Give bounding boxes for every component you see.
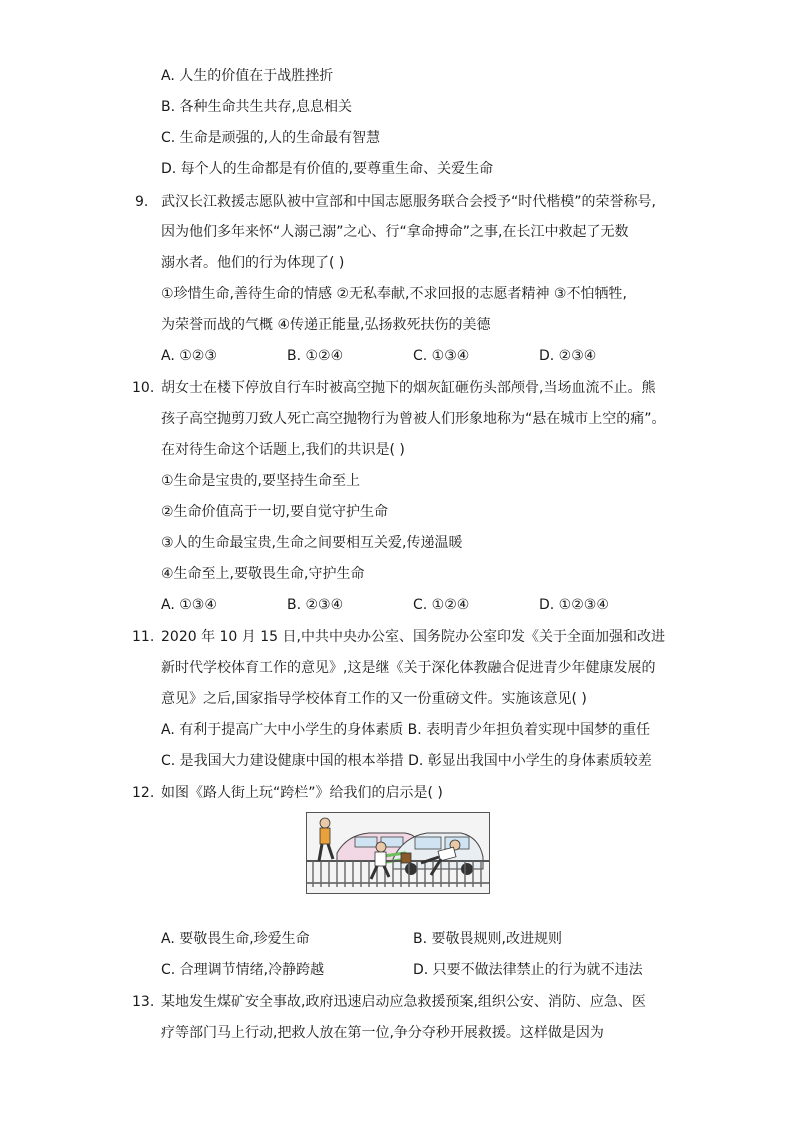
q10-option-c: C. ①②④: [413, 597, 470, 613]
q12-stem-line: 如图《路人街上玩“跨栏”》给我们的启示是( ): [161, 785, 443, 801]
q11-options-cd: C. 是我国大力建设健康中国的根本举措 D. 彰显出我国中小学生的身体素质较差: [161, 753, 652, 769]
q10-number: 10.: [132, 380, 155, 396]
q10-option-d: D. ①②③④: [539, 597, 609, 613]
q8-option-c: C. 生命是顽强的,人的生命最有智慧: [161, 130, 381, 146]
hurdle-cartoon-illustration: [307, 813, 489, 893]
q8-option-d: D. 每个人的生命都是有价值的,要尊重生命、关爱生命: [161, 161, 494, 177]
q12-option-a: A. 要敬畏生命,珍爱生命: [161, 931, 310, 947]
q11-stem-line: 意见》之后,国家指导学校体育工作的又一份重磅文件。实施该意见( ): [161, 691, 587, 707]
q12-number: 12.: [132, 785, 155, 801]
q9-number: 9.: [135, 194, 149, 210]
q11-stem-line: 2020 年 10 月 15 日,中共中央办公室、国务院办公室印发《关于全面加强和改进: [161, 629, 665, 645]
q11-options-ab: A. 有利于提高广大中小学生的身体素质 B. 表明青少年担负着实现中国梦的重任: [161, 722, 651, 738]
q12-option-b: B. 要敬畏规则,改进规则: [413, 931, 562, 947]
q10-statement: ④生命至上,要敬畏生命,守护生命: [161, 566, 365, 582]
q9-stem-line: 武汉长江救援志愿队被中宣部和中国志愿服务联合会授予“时代楷模”的荣誉称号,: [161, 194, 656, 210]
q10-option-b: B. ②③④: [287, 597, 344, 613]
q10-option-a: A. ①③④: [161, 597, 217, 613]
q8-option-a: A. 人生的价值在于战胜挫折: [161, 68, 334, 84]
q10-stem-line: 胡女士在楼下停放自行车时被高空抛下的烟灰缸砸伤头部颅骨,当场血流不止。熊: [161, 380, 656, 396]
q10-statement: ③人的生命最宝贵,生命之间要相互关爱,传递温暖: [161, 535, 463, 551]
q10-stem-line: 孩子高空抛剪刀致人死亡高空抛物行为曾被人们形象地称为“悬在城市上空的痛”。: [161, 411, 666, 427]
q11-number: 11.: [132, 629, 155, 645]
q9-statements-line: ①珍惜生命,善待生命的情感 ②无私奉献,不求回报的志愿者精神 ③不怕牺牲,: [161, 286, 627, 302]
hurdle-cartoon-figure: [306, 812, 490, 894]
q10-stem-line: 在对待生命这个话题上,我们的共识是( ): [161, 442, 405, 458]
q11-stem-line: 新时代学校体育工作的意见》,这是继《关于深化体教融合促进青少年健康发展的: [161, 660, 656, 676]
q9-stem-line: 溺水者。他们的行为体现了( ): [161, 255, 345, 271]
q10-statement: ①生命是宝贵的,要坚持生命至上: [161, 473, 361, 489]
q13-stem-line: 疗等部门马上行动,把救人放在第一位,争分夺秒开展救援。这样做是因为: [161, 1025, 604, 1041]
q12-option-c: C. 合理调节情绪,冷静跨越: [161, 962, 325, 978]
q9-stem-line: 因为他们多年来怀“人溺己溺”之心、行“拿命搏命”之事,在长江中救起了无数: [161, 224, 629, 240]
q13-number: 13.: [132, 994, 155, 1010]
q13-stem-line: 某地发生煤矿安全事故,政府迅速启动应急救援预案,组织公安、消防、应急、医: [161, 994, 646, 1010]
q12-option-d: D. 只要不做法律禁止的行为就不违法: [413, 962, 643, 978]
q9-option-a: A. ①②③: [161, 348, 217, 364]
q9-option-d: D. ②③④: [539, 348, 597, 364]
q8-option-b: B. 各种生命共生共存,息息相关: [161, 99, 352, 115]
q9-statements-line: 为荣誉而战的气概 ④传递正能量,弘扬救死扶伤的美德: [161, 317, 491, 333]
q9-option-b: B. ①②④: [287, 348, 344, 364]
q10-statement: ②生命价值高于一切,要自觉守护生命: [161, 504, 389, 520]
q9-option-c: C. ①③④: [413, 348, 470, 364]
